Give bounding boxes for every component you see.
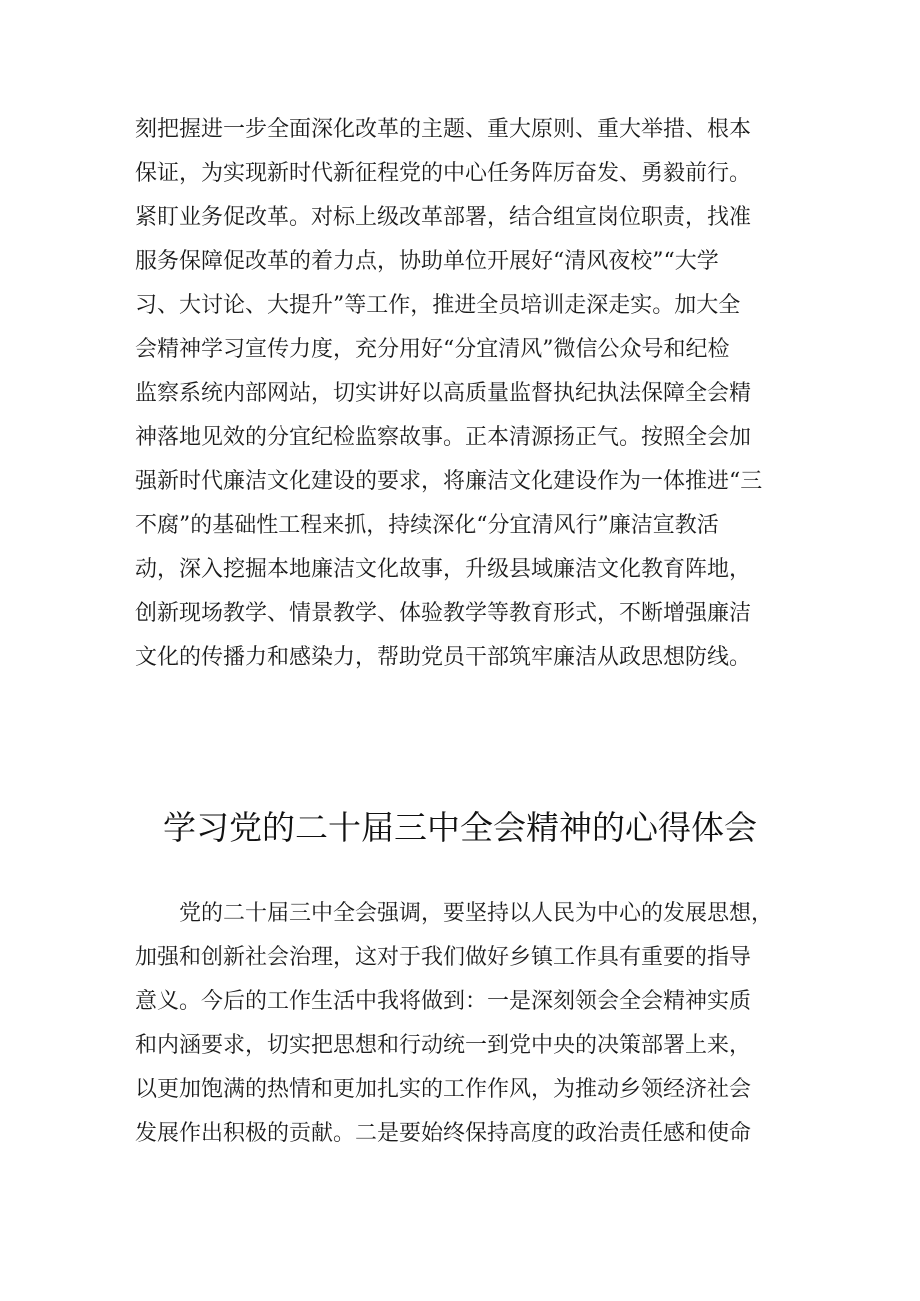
top-paragraph: [135, 108, 795, 680]
paragraph-line: 发展作出积极的贡献。二是要始终保持高度的政治责任感和使命: [135, 1121, 752, 1146]
paragraph-line: 监察系统内部网站，切实讲好以高质量监督执纪执法保障全会精: [135, 381, 752, 406]
paragraph-line: 以更加饱满的热情和更加扎实的工作作风，为推动乡领经济社会: [135, 1077, 752, 1102]
paragraph-line: 党的二十届三中全会强调，要坚持以人民为中心的发展思想，: [179, 901, 774, 926]
paragraph-line: 神落地见效的分宜纪检监察故事。正本清源扬正气。按照全会加: [135, 425, 752, 450]
body-paragraph: [135, 892, 795, 1156]
section-title: 学习党的二十届三中全会精神的心得体会: [163, 808, 757, 847]
paragraph-line: 保证，为实现新时代新征程党的中心任务阵厉奋发、勇毅前行。: [135, 161, 752, 186]
paragraph-line: 紧盯业务促改革。对标上级改革部署，结合组宣岗位职责，找准: [135, 205, 752, 230]
paragraph-line: 强新时代廉洁文化建设的要求，将廉洁文化建设作为一体推进“三: [135, 469, 763, 494]
paragraph-line: 创新现场教学、情景教学、体验教学等教育形式，不断增强廉洁: [135, 601, 752, 626]
paragraph-line: 动，深入挖掘本地廉洁文化故事，升级县域廉洁文化教育阵地，: [135, 557, 752, 582]
paragraph-line: 和内涵要求，切实把思想和行动统一到党中央的决策部署上来，: [135, 1033, 752, 1058]
paragraph-line: 文化的传播力和感染力，帮助党员干部筑牢廉洁从政思想防线。: [135, 645, 752, 670]
paragraph-line: 加强和创新社会治理，这对于我们做好乡镇工作具有重要的指导: [135, 945, 752, 970]
paragraph-line: 会精神学习宣传力度，充分用好“分宜清风”微信公众号和纪检: [135, 337, 730, 362]
paragraph-line: 意义。今后的工作生活中我将做到：一是深刻领会全会精神实质: [135, 989, 752, 1014]
paragraph-line: 习、大讨论、大提升”等工作，推进全员培训走深走实。加大全: [135, 293, 741, 318]
paragraph-line: 刻把握进一步全面深化改革的主题、重大原则、重大举措、根本: [135, 117, 752, 142]
paragraph-line: 服务保障促改革的着力点，协助单位开展好“清风夜校”“大学: [135, 249, 719, 274]
paragraph-line: 不腐”的基础性工程来抓，持续深化“分宜清风行”廉洁宣教活: [135, 513, 719, 538]
